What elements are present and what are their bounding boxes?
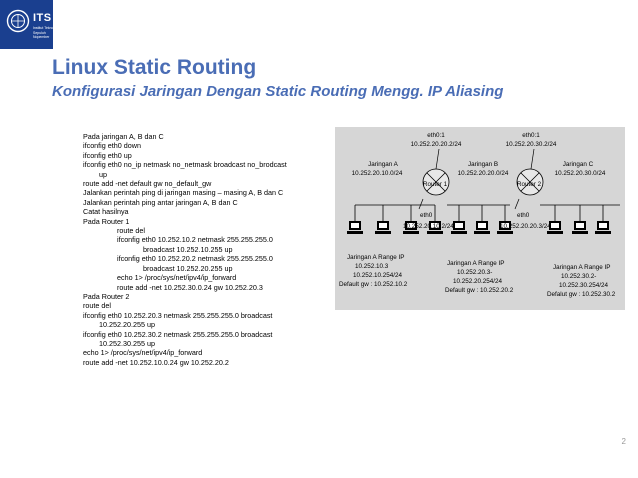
net-c-ip: 10.252.20.30.0/24	[554, 170, 606, 177]
step-line: 10.252.30.255 up	[99, 338, 155, 348]
header-strip	[0, 0, 638, 50]
step-line: Pada jaringan A, B dan C	[83, 132, 164, 141]
range-c-line: 10.252.30.2-	[561, 273, 597, 280]
r1-eth0-ip: 10.252.20.10.2/24	[403, 223, 454, 230]
step-line: echo 1> /proc/sys/net/ipv4/ip_forward	[117, 273, 237, 283]
step-line: Catat hasilnya	[83, 207, 129, 217]
computer-icon	[375, 221, 391, 234]
range-a-block	[339, 254, 408, 288]
step-line: route del	[83, 301, 111, 311]
page-number: 2	[621, 437, 626, 446]
step-line: route del	[117, 226, 145, 236]
its-logo	[0, 0, 60, 49]
computer-icon	[474, 221, 490, 234]
step-line: ifconfig eth0 down	[83, 141, 141, 151]
net-b-ip: 10.252.20.20.0/24	[457, 170, 509, 177]
r2-eth01-label: eth0:1	[522, 132, 540, 139]
computer-icon	[572, 221, 588, 234]
computer-icon	[347, 221, 363, 234]
its-tagline: Institut Teknologi Sepuluh Nopember	[33, 26, 60, 39]
range-c-line: Defalut gw : 10.252.30.2	[547, 291, 616, 298]
range-c-block	[547, 264, 616, 298]
net-a-ip: 10.252.20.10.0/24	[351, 170, 403, 177]
step-line: ifconfig eth0 10.252.20.2 netmask 255.255.255.0	[117, 254, 273, 264]
computer-icons	[347, 221, 611, 234]
step-line: route add -net 10.252.30.0.24 gw 10.252.20.3	[117, 282, 263, 292]
range-a-line: 10.252.10.3	[355, 263, 389, 270]
range-b-line: Default gw : 10.252.20.2	[445, 287, 514, 294]
computer-icon	[595, 221, 611, 234]
range-c-line: 10.252.30.254/24	[559, 282, 609, 289]
slide-subtitle: Konfigurasi Jaringan Dengan Static Routing Mengg. IP Aliasing	[52, 83, 504, 100]
step-line: Pada Router 1	[83, 216, 130, 226]
range-b-line: 10.252.20.3-	[457, 269, 493, 276]
r1-eth0-label: eth0	[420, 212, 433, 219]
range-a-line: Jaringan A Range IP	[347, 254, 405, 261]
instruction-list	[83, 132, 333, 367]
step-line: up	[99, 169, 107, 179]
step-line: ifconfig eth0 10.252.30.2 netmask 255.255.255.0 broadcast	[83, 329, 273, 339]
step-line: ifconfig eth0 no_ip netmask no_netmask broadcast no_brodcast	[83, 160, 287, 170]
step-line: ifconfig eth0 up	[83, 150, 132, 160]
step-line: Jalankan perintah ping di jaringan masing – masing A, B dan C	[83, 188, 284, 198]
r2-eth0-ip: 10.252.20.20.3/24	[500, 223, 551, 230]
r2-eth0-label: eth0	[517, 212, 530, 219]
step-line: broadcast 10.252.20.255 up	[143, 263, 233, 273]
net-a-label: Jaringan A	[368, 161, 398, 168]
step-line: route add -net default gw no_default_gw	[83, 179, 212, 189]
step-line: ifconfig eth0 10.252.10.2 netmask 255.255.255.0	[117, 235, 273, 245]
network-cables	[355, 205, 620, 221]
network-diagram	[335, 127, 625, 310]
router-2-label: Router 2	[517, 181, 542, 188]
router-1-label: Router 1	[423, 181, 448, 188]
range-a-line: Default gw : 10.252.10.2	[339, 281, 408, 288]
step-line: Jalankan perintah ping antar jaringan A, B dan C	[83, 197, 238, 207]
range-a-line: 10.252.10.254/24	[353, 272, 403, 279]
slide-title: Linux Static Routing	[52, 56, 257, 79]
range-c-line: Jaringan A Range IP	[553, 264, 611, 271]
r1-eth01-ip: 10.252.20.20.2/24	[410, 141, 462, 148]
range-b-block	[445, 260, 514, 294]
r1-eth01-label: eth0:1	[427, 132, 445, 139]
step-line: route add -net 10.252.10.0.24 gw 10.252.20.2	[83, 357, 229, 367]
step-line: ifconfig eth0 10.252.20.3 netmask 255.255.255.0 broadcast	[83, 310, 273, 320]
step-line: broadcast 10.252.10.255 up	[143, 244, 233, 254]
its-seal-icon	[6, 9, 30, 33]
range-b-line: 10.252.20.254/24	[453, 278, 503, 285]
its-brand: ITS	[33, 12, 52, 24]
range-b-line: Jaringan A Range IP	[447, 260, 505, 267]
net-b-label: Jaringan B	[467, 161, 499, 168]
r2-eth01-ip: 10.252.20.30.2/24	[505, 141, 557, 148]
step-line: Pada Router 2	[83, 291, 130, 301]
step-line: echo 1> /proc/sys/net/ipv4/ip_forward	[83, 348, 203, 358]
step-line: 10.252.20.255 up	[99, 320, 155, 330]
net-c-label: Jaringan C	[562, 161, 594, 168]
